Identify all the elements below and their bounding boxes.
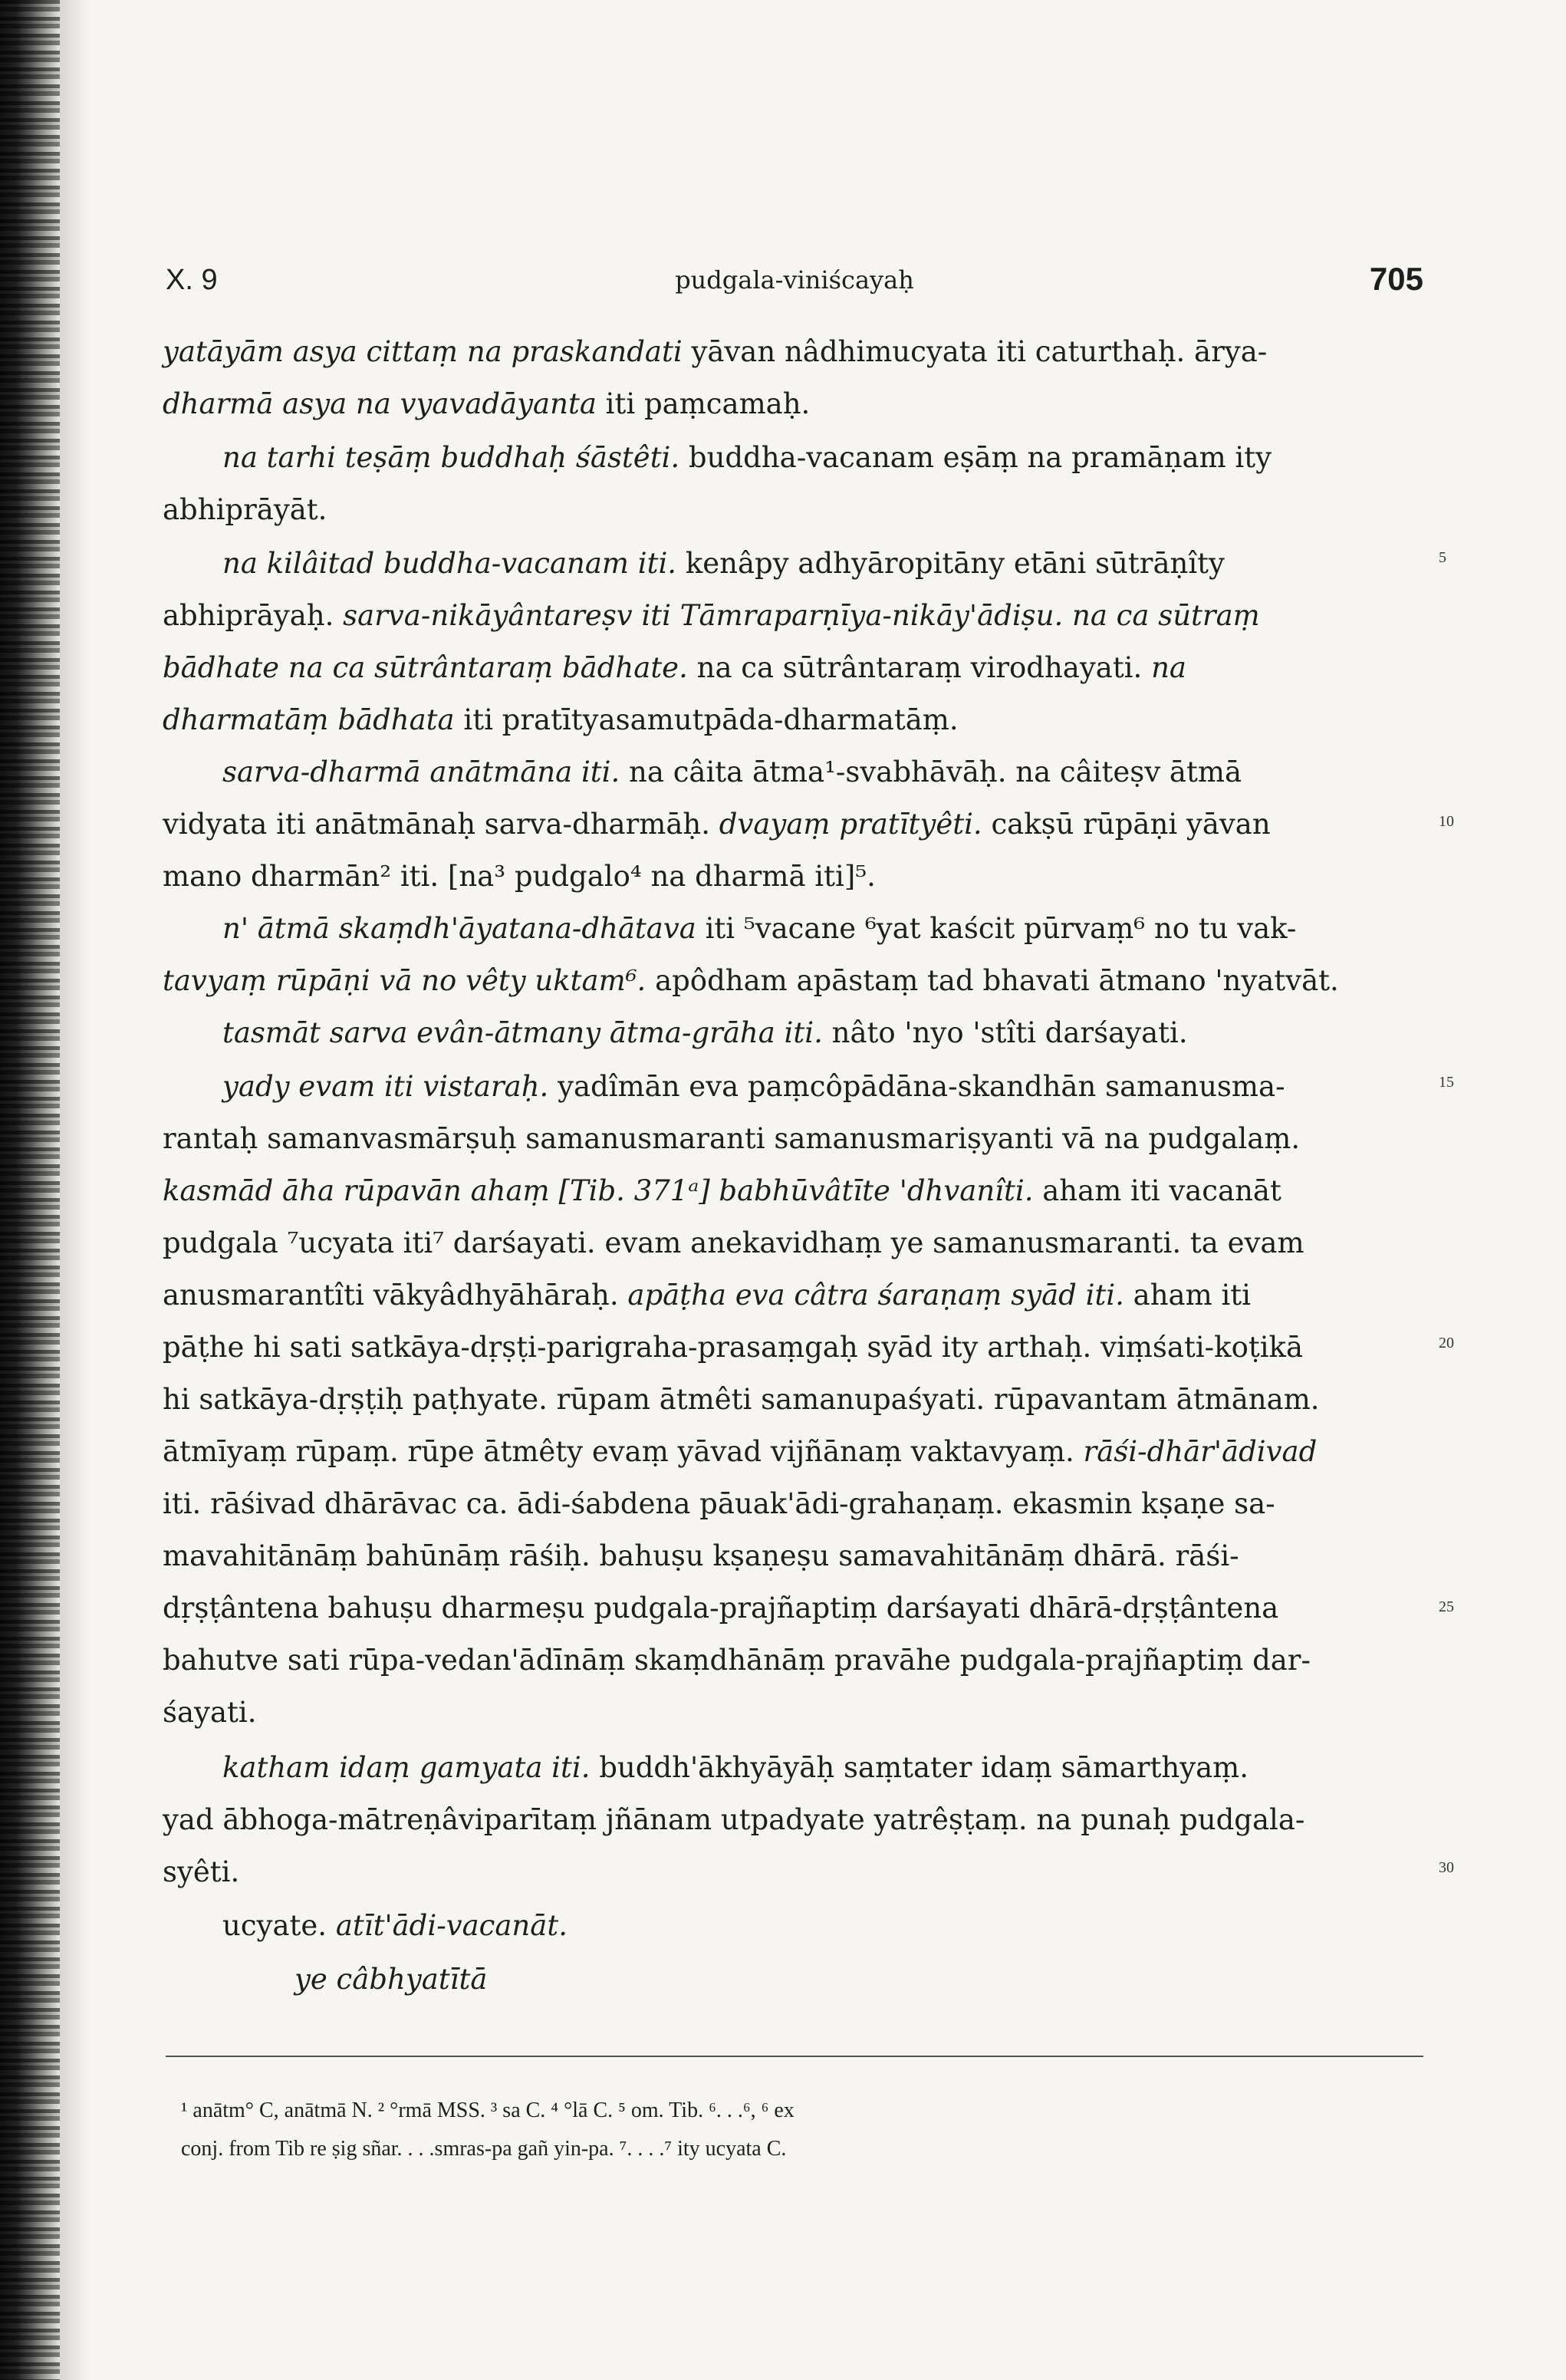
text-segment: na câiteṣv ātmā	[1015, 755, 1242, 788]
line-number: 25	[1439, 1598, 1454, 1615]
text-line	[163, 1433, 1436, 1471]
text-segment: yady evam iti vistaraḥ.	[222, 1070, 549, 1103]
text-line	[163, 1276, 1436, 1315]
text-segment: dṛṣṭântena bahuṣu dharmeṣu pudgala-prajñaptiṃ darśayati	[163, 1592, 1020, 1625]
text-line	[163, 1172, 1436, 1210]
text-line	[163, 805, 1436, 844]
text-segment: abhiprāyāt.	[163, 493, 327, 526]
text-segment: na ca sūtraṃ	[1072, 599, 1260, 632]
text-line	[163, 1485, 1436, 1523]
scan-binding-edge	[0, 0, 60, 2380]
text-segment: na câita ātma¹-svabhāvāḥ.	[629, 755, 1007, 788]
text-segment: atīt'ādi-vacanāt.	[335, 1909, 568, 1942]
text-line	[222, 439, 1434, 477]
text-segment: rūpavantam ātmānam.	[993, 1383, 1320, 1416]
text-line	[163, 1328, 1436, 1367]
text-line	[163, 1641, 1436, 1680]
text-line	[222, 545, 1434, 583]
text-segment: sarva-nikāyântareṣv iti Tāmraparṇīya-nikāy'ādiṣu.	[343, 599, 1064, 632]
line-number: 30	[1439, 1859, 1454, 1876]
section-number: X. 9	[166, 264, 218, 296]
text-segment: anusmarantîti vākyâdhyāhāraḥ.	[163, 1279, 619, 1312]
text-segment: apāṭha eva câtra śaraṇaṃ syād iti.	[627, 1279, 1124, 1312]
text-line	[222, 1749, 1434, 1787]
text-line	[222, 753, 1434, 792]
text-line	[163, 333, 1436, 371]
text-line	[222, 1907, 1434, 1945]
text-segment: vidyata iti anātmānaḥ sarva-dharmāḥ.	[163, 808, 711, 841]
text-segment: iti paṃcamaḥ.	[605, 387, 811, 420]
text-segment: iti ⁵vacane ⁶yat kaścit pūrvaṃ⁶ no tu vak-	[705, 912, 1297, 945]
text-line	[163, 1537, 1436, 1575]
text-segment: buddha-vacanam eṣāṃ na pramāṇam ity	[688, 441, 1272, 474]
text-line	[163, 1224, 1436, 1262]
text-segment: yad ābhoga-mātreṇâviparītaṃ jñānam utpadyate yatrêṣṭaṃ.	[163, 1803, 1028, 1836]
text-segment: yāvan nâdhimucyata iti caturthaḥ. ārya-	[691, 335, 1268, 368]
running-title: pudgala-viniścayaḥ	[675, 265, 914, 295]
footnote-line: conj. from Tib re ṣig sñar. . . .smras-pa gañ yin-pa. ⁷. . . .⁷ ity ucyata C.	[181, 2137, 787, 2161]
text-line	[163, 649, 1436, 687]
text-segment: bahuṣu kṣaṇeṣu samavahitānāṃ dhārā.	[599, 1539, 1166, 1572]
line-number: 15	[1439, 1074, 1454, 1091]
text-segment: tavyaṃ rūpāṇi vā no vêty uktam⁶.	[163, 964, 646, 997]
text-line	[294, 1960, 1429, 1999]
text-segment: mano dharmān² iti. [na³ pudgalo⁴ na dharmā iti]⁵.	[163, 860, 876, 893]
text-segment: iti pratītyasamutpāda-dharmatāṃ.	[463, 703, 959, 736]
text-line	[222, 1014, 1434, 1052]
text-line	[163, 1120, 1436, 1158]
text-segment: bādhate na ca sūtrântaraṃ bādhate.	[163, 651, 688, 684]
line-number: 5	[1439, 549, 1446, 566]
text-segment: rāśi-dhār'ādivad	[1083, 1435, 1318, 1468]
footnote-line: ¹ anātm° C, anātmā N. ² °rmā MSS. ³ sa C. ⁴ °lā C. ⁵ om. Tib. ⁶. . .⁶, ⁶ ex	[181, 2099, 795, 2122]
text-line	[163, 491, 1436, 529]
text-segment: cakṣū rūpāṇi yāvan	[991, 808, 1271, 841]
text-segment: rūpam ātmêti samanupaśyati.	[556, 1383, 985, 1416]
text-line	[163, 1694, 1436, 1732]
text-line	[163, 962, 1436, 1000]
text-segment: dhārā-dṛṣṭântena	[1028, 1592, 1279, 1625]
text-segment: kasmād āha rūpavān ahaṃ [Tib. 371ᵃ] babhūvâtīte 'dhvanîti.	[163, 1174, 1034, 1207]
text-segment: pudgala ⁷ucyata iti⁷ darśayati.	[163, 1226, 596, 1259]
text-segment: yatāyām asya cittaṃ na praskandati	[163, 335, 683, 368]
line-number: 10	[1439, 813, 1454, 830]
text-line	[163, 1589, 1436, 1628]
text-segment: na ca sūtrântaraṃ virodhayati.	[696, 651, 1143, 684]
text-line	[222, 910, 1434, 948]
text-segment: tasmāt sarva evân-ātmany ātma-grāha iti.	[222, 1016, 823, 1049]
text-segment: ye câbhyatītā	[294, 1963, 488, 1996]
line-number: 20	[1439, 1335, 1454, 1351]
text-segment: rantaḥ samanvasmārṣuḥ samanusmaranti samanusmariṣyanti vā na pudgalaṃ.	[163, 1122, 1301, 1155]
text-segment: buddh'ākhyāyāḥ saṃtater idaṃ sāmarthyaṃ.	[599, 1751, 1249, 1784]
text-line	[163, 1853, 1436, 1891]
text-line	[163, 1381, 1436, 1419]
text-segment: kenâpy adhyāropitāny etāni sūtrāṇîty	[685, 547, 1225, 580]
text-segment: śayati.	[163, 1696, 257, 1729]
text-segment: mavahitānāṃ bahūnāṃ rāśiḥ.	[163, 1539, 591, 1572]
text-segment: syêti.	[163, 1855, 240, 1888]
text-segment: katham idaṃ gamyata iti.	[222, 1751, 591, 1784]
text-segment: ucyate.	[222, 1909, 327, 1942]
page-header	[166, 261, 1423, 310]
scan-binding-shadow	[60, 0, 90, 2380]
text-segment: pāṭhe hi sati satkāya-dṛṣṭi-parigraha-prasaṃgaḥ syād ity arthaḥ.	[163, 1331, 1092, 1364]
text-segment: aham iti	[1133, 1279, 1252, 1312]
text-segment: sarva-dharmā anātmāna iti.	[222, 755, 620, 788]
text-line	[163, 385, 1436, 423]
text-segment: n' ātmā skaṃdh'āyatana-dhātava	[222, 912, 696, 945]
page-number: 705	[1369, 261, 1423, 297]
footnote-divider	[166, 2056, 1423, 2057]
text-segment: bahutve sati rūpa-vedan'ādīnāṃ skaṃdhānāṃ pravāhe pudgala-prajñaptiṃ dar-	[163, 1644, 1311, 1677]
text-segment: ekasmin kṣaṇe sa-	[1012, 1487, 1275, 1520]
text-segment: aham iti vacanāt	[1042, 1174, 1281, 1207]
text-segment: viṃśati-koṭikā	[1100, 1331, 1304, 1364]
text-segment: iti.	[163, 1487, 202, 1520]
text-line	[222, 1068, 1434, 1106]
text-segment: ātmīyaṃ rūpaṃ.	[163, 1435, 399, 1468]
text-segment: ta evam	[1189, 1226, 1304, 1259]
text-segment: nâto 'nyo 'stîti darśayati.	[831, 1016, 1188, 1049]
text-segment: rāśi-	[1175, 1539, 1239, 1572]
text-segment: rāśivad dhārāvac ca.	[210, 1487, 508, 1520]
text-segment: ādi-śabdena pāuak'ādi-grahaṇaṃ.	[517, 1487, 1004, 1520]
text-segment: yadîmān eva paṃcôpādāna-skandhān samanusma-	[558, 1070, 1285, 1103]
text-segment: apôdham apāstaṃ tad bhavati ātmano 'nyatvāt.	[655, 964, 1339, 997]
text-segment: na	[1151, 651, 1186, 684]
text-segment: dvayaṃ pratītyêti.	[719, 808, 982, 841]
text-segment: na tarhi teṣāṃ buddhaḥ śāstêti.	[222, 441, 680, 474]
text-segment: abhiprāyaḥ.	[163, 599, 334, 632]
text-segment: hi satkāya-dṛṣṭiḥ paṭhyate.	[163, 1383, 548, 1416]
text-segment: dharmā asya na vyavadāyanta	[163, 387, 597, 420]
text-segment: dharmatāṃ bādhata	[163, 703, 455, 736]
text-segment: rūpe ātmêty evaṃ yāvad vijñānaṃ vaktavyaṃ.	[407, 1435, 1074, 1468]
text-segment: na kilâitad buddha-vacanam iti.	[222, 547, 677, 580]
text-line	[163, 597, 1436, 635]
text-line	[163, 701, 1436, 739]
text-line	[163, 1801, 1436, 1839]
text-segment: na punaḥ pudgala-	[1036, 1803, 1305, 1836]
text-line	[163, 858, 1436, 896]
text-segment: evam anekavidhaṃ ye samanusmaranti.	[604, 1226, 1182, 1259]
